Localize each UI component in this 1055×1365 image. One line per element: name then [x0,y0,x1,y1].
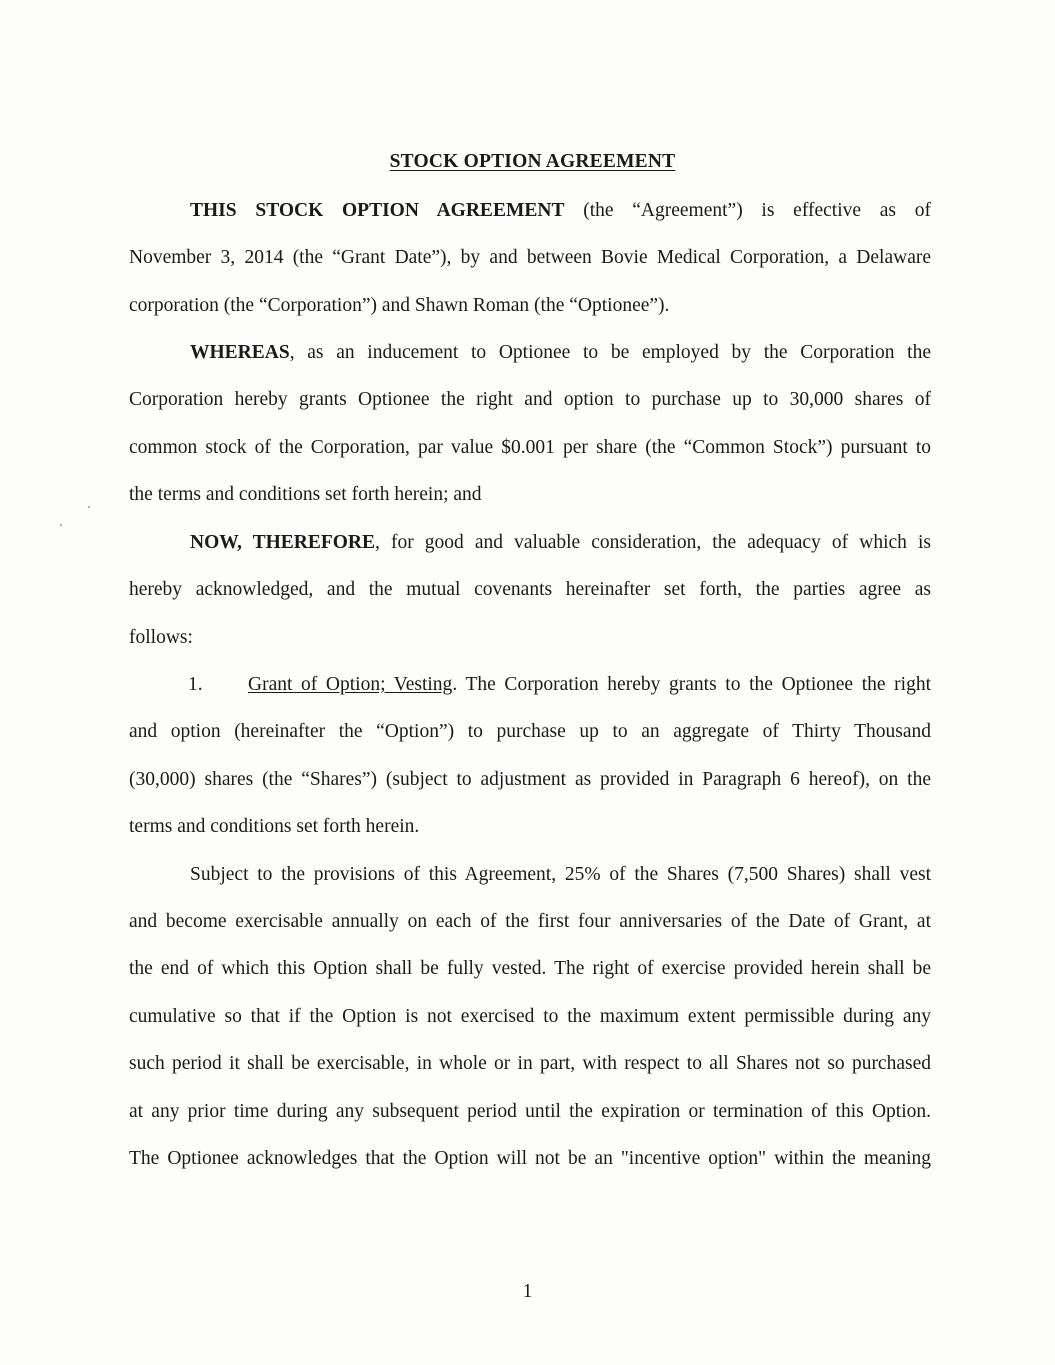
now-therefore-line-1-text: , for good and valuable consideration, the adequacy of which is [375,532,932,553]
scan-speck [60,524,62,526]
whereas-line-1-text: , as an inducement to Optionee to be employed by the Corporation the [289,342,931,363]
page-number: 1 [522,1281,533,1302]
vesting-line-2: and become exercisable annually on each of the first four anniversaries of the Date of Grant, at [129,911,931,932]
section-1-number: 1. [188,674,203,695]
vesting-line-5: such period it shall be exercisable, in whole or in part, with respect to all Shares not so purchased [129,1053,931,1074]
vesting-line-6: at any prior time during any subsequent period until the expiration or termination of this Option. [129,1101,931,1122]
now-therefore-line-2: hereby acknowledged, and the mutual covenants hereinafter set forth, the parties agree as [129,579,931,600]
now-therefore-line-1 [190,531,931,555]
intro-line-1-text: (the “Agreement”) is effective as of [564,200,931,221]
vesting-line-3: the end of which this Option shall be fully vested. The right of exercise provided herein shall be [129,958,931,979]
section-1-line-3: (30,000) shares (the “Shares”) (subject to adjustment as provided in Paragraph 6 hereof), on the [129,769,931,790]
now-therefore-lead: NOW, THEREFORE [190,532,376,553]
vesting-line-4: cumulative so that if the Option is not exercised to the maximum extent permissible during any [129,1006,931,1027]
whereas-lead: WHEREAS [190,342,290,363]
whereas-line-1 [190,341,931,365]
section-1-line-1-text: . The Corporation hereby grants to the Optionee the right [452,674,931,695]
scan-speck [88,506,90,508]
intro-lead: THIS STOCK OPTION AGREEMENT [190,200,565,221]
section-1-line-4: terms and conditions set forth herein. [129,816,420,837]
whereas-line-4: the terms and conditions set forth herein; and [129,484,482,505]
document-title: STOCK OPTION AGREEMENT [389,151,676,172]
now-therefore-line-3: follows: [129,627,193,648]
section-1-heading: Grant of Option; Vesting [248,674,453,695]
section-1-line-2: and option (hereinafter the “Option”) to purchase up to an aggregate of Thirty Thousand [129,721,931,742]
whereas-line-2: Corporation hereby grants Optionee the right and option to purchase up to 30,000 shares of [129,389,931,410]
whereas-line-3: common stock of the Corporation, par value $0.001 per share (the “Common Stock”) pursuant to [129,437,931,458]
vesting-line-1: Subject to the provisions of this Agreement, 25% of the Shares (7,500 Shares) shall vest [190,864,931,885]
section-1-line-1 [188,673,931,697]
intro-line-2: November 3, 2014 (the “Grant Date”), by and between Bovie Medical Corporation, a Delaware [129,247,931,268]
intro-line-3: corporation (the “Corporation”) and Shawn Roman (the “Optionee”). [129,295,670,316]
intro-line-1 [190,199,931,223]
vesting-line-7: The Optionee acknowledges that the Option will not be an "incentive option" within the meaning [129,1148,931,1169]
